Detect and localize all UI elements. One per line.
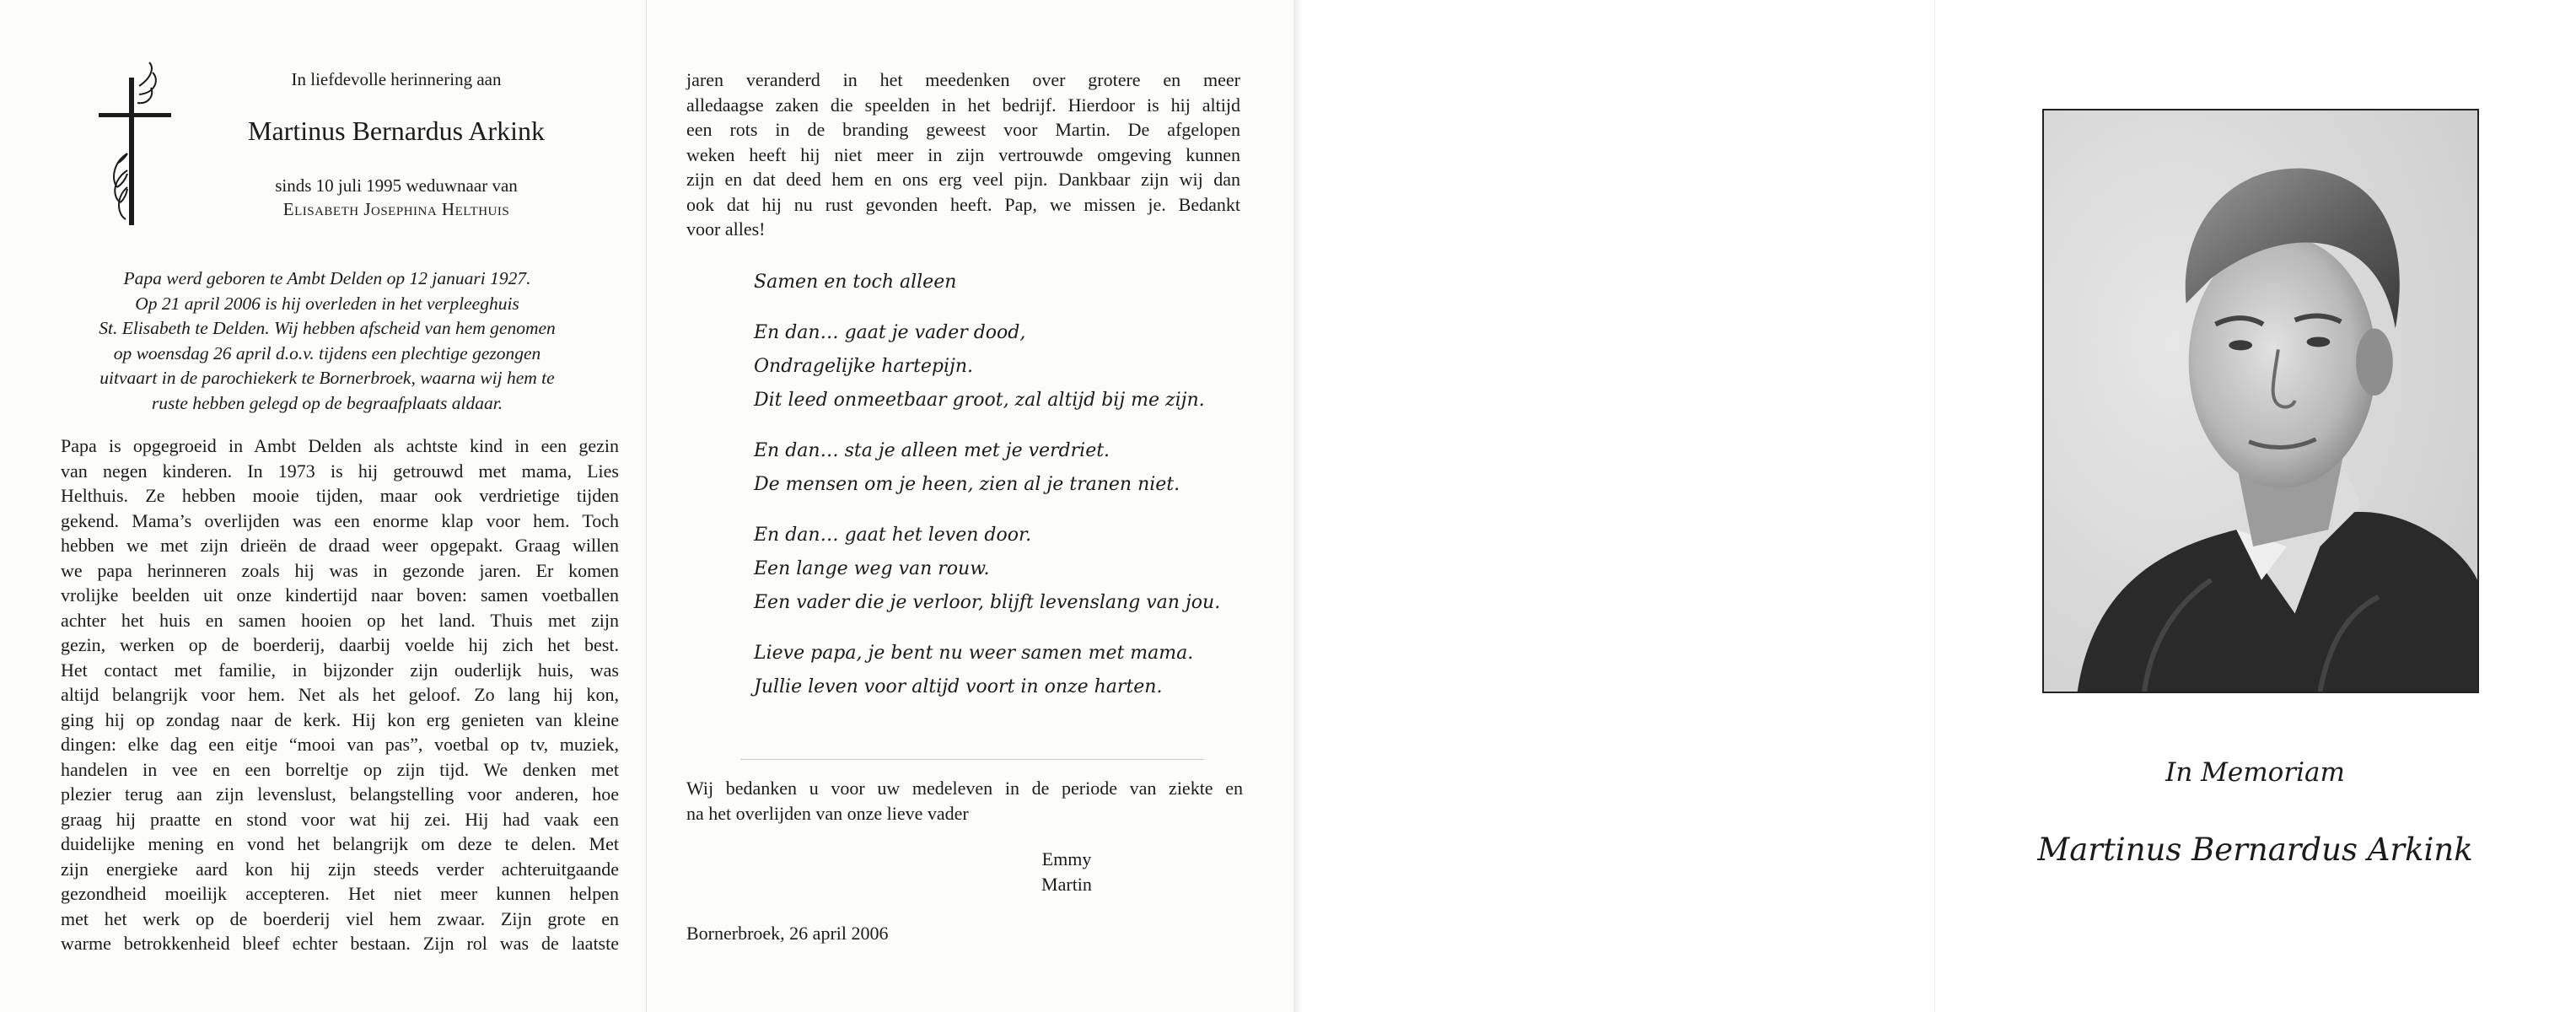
text-line: handelen in vee en een borreltje op zijn tijd. We denken met — [61, 758, 619, 780]
deceased-name: Martinus Bernardus Arkink — [248, 116, 545, 146]
biography-text — [61, 433, 619, 956]
place-date: Bornerbroek, 26 april 2006 — [686, 923, 889, 944]
text-line: met het werk op de boerderij viel hem zwaar. Zijn grote en — [61, 907, 619, 929]
text-line: ook dat hij nu rust gevonden heeft. Pap, we missen je. Bedankt — [686, 193, 1240, 215]
text-line: duidelijke mening en vond het belangrijk om deze te delen. Met — [61, 833, 619, 854]
thanks-text — [686, 776, 1243, 826]
text-line: Het contact met familie, in bijzonder zijn ouderlijk huis, was — [61, 659, 619, 681]
text-line: Wij bedanken u voor uw medeleven in de periode van ziekte en — [686, 778, 1243, 799]
text-line: we papa herinneren zoals hij was in gezonde jaren. Er komen — [61, 559, 619, 581]
text-line: gezondheid moeilijk accepteren. Het niet meer kunnen helpen — [61, 883, 619, 904]
divider — [740, 759, 1204, 760]
biography-continued — [686, 67, 1240, 242]
text-line: altijd belangrijk voor hem. Net als het geloof. Zo lang hij kon, — [61, 684, 619, 705]
text-line: zijn energieke aard kon hij zijn steeds verder achteruitgaande — [61, 858, 619, 880]
page-fold-shadow — [1293, 0, 1302, 1012]
text-line: Papa is opgegroeid in Ambt Delden als achtste kind in een gezin — [61, 435, 619, 456]
text-line: Helthuis. Ze hebben mooie tijden, maar ook verdrietige tijden — [61, 485, 619, 506]
poem-line: Ondragelijke hartepijn. — [754, 356, 974, 377]
text-line: dingen: elke dag een eitje “mooi van pas”, voetbal op tv, muziek, — [61, 734, 619, 755]
text-line: een rots in de branding geweest voor Martin. De afgelopen — [686, 119, 1240, 140]
in-memoriam-heading: In Memoriam — [2165, 757, 2345, 788]
poem-line: En dan… sta je alleen met je verdriet. — [754, 440, 1111, 461]
poem — [754, 266, 1220, 721]
poem-line: Samen en toch alleen — [754, 272, 957, 293]
text-line: graag hij praatte en stond voor wat hij zei. Hij had vaak een — [61, 808, 619, 830]
signature-name: Martin — [1041, 874, 1092, 895]
cross-icon — [89, 61, 181, 229]
text-line: Papa werd geboren te Ambt Delden op 12 januari 1927. — [123, 268, 531, 288]
text-line: weken heeft hij niet meer in zijn vertrouwde omgeving kunnen — [686, 143, 1240, 165]
poem-line: Lieve papa, je bent nu weer samen met mama. — [754, 643, 1194, 664]
poem-title — [754, 266, 1220, 299]
poem-stanza — [754, 637, 1220, 704]
text-line: gekend. Mama’s overlijden was een enorme klap voor hem. Toch — [61, 509, 619, 531]
text-line: voor alles! — [686, 218, 766, 240]
widowed-since: sinds 10 juli 1995 weduwnaar van — [275, 175, 518, 196]
text-line: vrolijke beelden uit onze kindertijd naar boven: samen voetballen — [61, 584, 619, 606]
portrait-photo — [2042, 109, 2479, 693]
text-line: plezier terug aan zijn levenslust, belangstelling voor anderen, hoe — [61, 783, 619, 805]
card-page-blank — [1293, 0, 1934, 1012]
text-line: zijn en dat deed hem en ons erg veel pijn. Dankbaar zijn wij dan — [686, 169, 1240, 190]
signature-name: Emmy — [1041, 848, 1092, 869]
text-line: uitvaart in de parochiekerk te Bornerbroek, waarna wij hem te — [99, 368, 555, 388]
dedication-line: In liefdevolle herinnering aan — [291, 69, 502, 89]
text-line: gezin, werken op de boerderij, daarbij voelde hij zich het best. — [61, 634, 619, 655]
intro-paragraph — [57, 266, 597, 416]
text-line: warme betrokkenheid bleef echter bestaan. Zijn rol was de laatste — [61, 933, 619, 954]
poem-stanza — [754, 316, 1220, 417]
text-line: na het overlijden van onze lieve vader — [686, 802, 969, 824]
poem-line: En dan… gaat je vader dood, — [754, 322, 1026, 343]
poem-line: De mensen om je heen, zien al je tranen niet. — [754, 474, 1180, 495]
text-line: ging hij op zondag naar de kerk. Hij kon erg genieten van kleine — [61, 708, 619, 730]
text-line: van negen kinderen. In 1973 is hij getrouwd met mama, Lies — [61, 460, 619, 482]
text-line: alledaagse zaken die speelden in het bedrijf. Hierdoor is hij altijd — [686, 94, 1240, 116]
text-line: op woensdag 26 april d.o.v. tijdens een plechtige gezongen — [113, 342, 541, 363]
poem-line: En dan… gaat het leven door. — [754, 525, 1032, 546]
spouse-name: Elisabeth Josephina Helthuis — [282, 199, 510, 219]
poem-line: Jullie leven voor altijd voort in onze harten. — [754, 676, 1163, 697]
text-line: jaren veranderd in het meedenken over grotere en meer — [686, 69, 1240, 90]
text-line: hebben we met zijn drieën de draad weer opgepakt. Graag willen — [61, 535, 619, 556]
poem-stanza — [754, 519, 1220, 620]
poem-stanza — [754, 434, 1220, 502]
poem-line: Een vader die je verloor, blijft levenslang van jou. — [754, 592, 1221, 613]
text-line: St. Elisabeth te Delden. Wij hebben afscheid van hem genomen — [99, 318, 556, 338]
text-line: Op 21 april 2006 is hij overleden in het verpleeghuis — [135, 293, 519, 314]
poem-line: Een lange weg van rouw. — [754, 558, 990, 579]
text-line: achter het huis en samen hooien op het land. Thuis met zijn — [61, 609, 619, 631]
text-line: ruste hebben gelegd op de begraafplaats aldaar. — [151, 392, 503, 413]
poem-line: Dit leed onmeetbaar groot, zal altijd bij me zijn. — [754, 390, 1205, 411]
front-name: Martinus Bernardus Arkink — [2037, 832, 2473, 868]
